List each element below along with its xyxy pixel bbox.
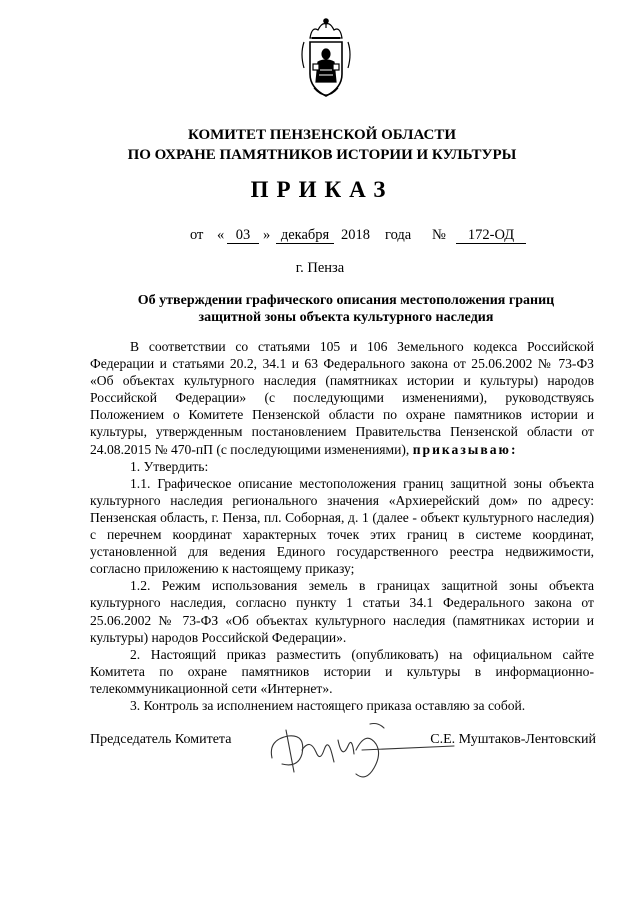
date-year-word: года <box>385 227 412 243</box>
date-day: 03 <box>227 227 259 244</box>
handwritten-signature <box>258 710 458 790</box>
order-word: приказываю: <box>412 441 518 457</box>
date-quote-close: » <box>263 227 271 243</box>
date-from-label: от <box>190 227 204 243</box>
document-type-title: ПРИКАЗ <box>250 177 394 202</box>
item-3: 3. Контроль за исполнением настоящего приказа оставляю за собой. <box>130 697 526 713</box>
item-2: 2. Настоящий приказ разместить (опубликовать) на официальном сайте Комитета по охране памятников истории и культуры в информационно-телекоммуникационной сети «Интернет». <box>90 646 594 696</box>
preamble-paragraph <box>90 338 594 458</box>
subject-line2: защитной зоны объекта культурного наследия <box>198 310 494 325</box>
signatory-name: С.Е. Муштаков-Лентовский <box>430 732 596 747</box>
date-quote-open: « <box>217 227 225 243</box>
committee-name-line1: КОМИТЕТ ПЕНЗЕНСКОЙ ОБЛАСТИ <box>187 127 457 143</box>
signatory-title: Председатель Комитета <box>90 732 232 747</box>
date-year: 2018 <box>341 227 370 243</box>
order-body <box>90 338 594 714</box>
item-1-1: 1.1. Графическое описание местоположения границ защитной зоны объекта культурного наследия регионального значения «Архиерейский дом» по адресу: Пензенская область, г. Пенза, пл. Соборная, д. 1 (далее - объект культурного наследия) с перечнем координат характерных точек этих границ в системе координат, установленной для ведения Единого государственного реестра недвижимости, согласно приложению к настоящему приказу; <box>90 475 594 577</box>
date-number-line <box>0 227 640 247</box>
signature-block <box>90 732 596 782</box>
committee-name-line2: ПО ОХРАНЕ ПАМЯТНИКОВ ИСТОРИИ И КУЛЬТУРЫ <box>127 147 517 163</box>
city-name: г. Пенза <box>295 260 345 276</box>
item-1: 1. Утвердить: <box>130 458 209 474</box>
date-month: декабря <box>276 227 334 244</box>
subject-line1: Об утверждении графического описания местоположения границ <box>137 293 555 308</box>
item-1-2: 1.2. Режим использования земель в границах защитной зоны объекта культурного наследия, согласно пункту 1 статьи 34.1 Федерального закона от 25.06.2002 № 73-ФЗ «Об объектах культурного наследия (памятниках истории и культуры) народов Российской Федерации». <box>90 578 594 645</box>
number-sign: № <box>432 227 446 243</box>
coat-of-arms-emblem <box>296 16 356 106</box>
order-number: 172-ОД <box>456 227 526 244</box>
preamble-text: В соответствии со статьями 105 и 106 Земельного кодекса Российской Федерации и статьями 20.2, 34.1 и 63 Федерального закона от 25.06.2002 № 73-ФЗ «Об объектах культурного наследия (памятниках истории и культуры) народов Российской Федерации» (с последующими изменениями), руководствуясь Положением о Комитете Пензенской области по охране памятников истории и культуры, утвержденным постановлением Правительства Пензенской области от 24.08.2015 № 470-пП (с последующими изменениями), <box>90 339 594 457</box>
